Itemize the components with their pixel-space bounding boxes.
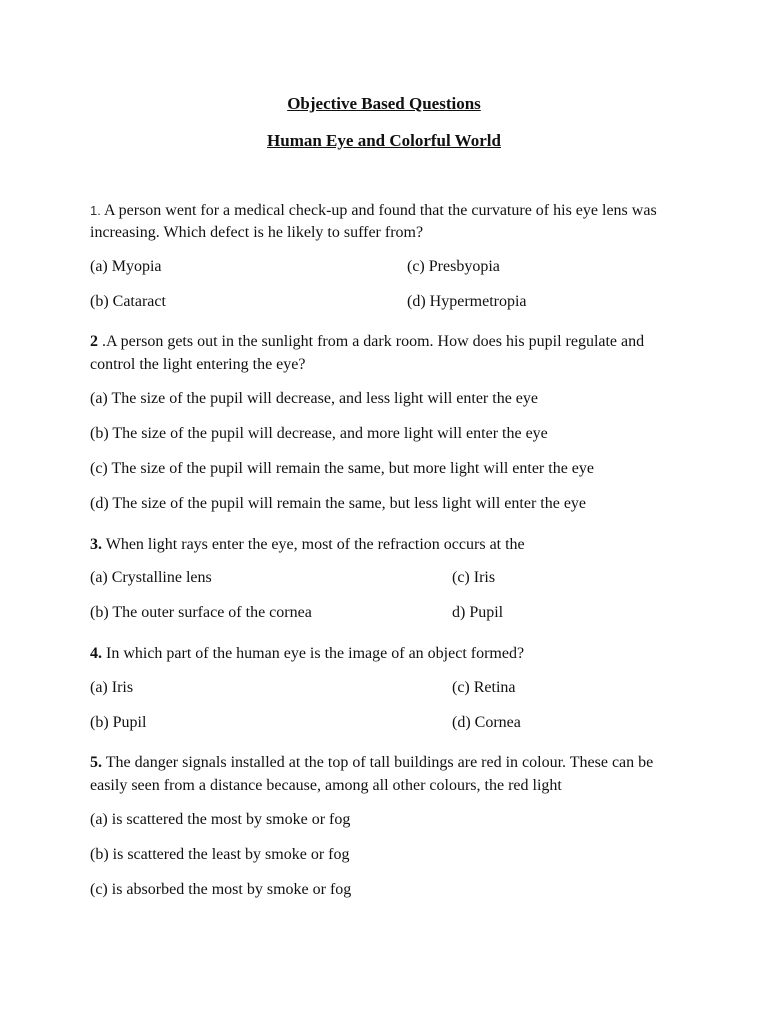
question-4-option-d: (d) Cornea xyxy=(452,714,521,731)
question-5-line-2: easily seen from a distance because, among all other colours, the red light xyxy=(90,777,562,794)
question-3-number: 3. xyxy=(90,536,102,553)
question-1-option-b: (b) Cataract xyxy=(90,293,166,310)
question-5-number: 5. xyxy=(90,754,102,771)
question-5-text xyxy=(90,751,690,774)
question-4-line-1: In which part of the human eye is the image of an object formed? xyxy=(102,645,525,662)
question-3-option-a: (a) Crystalline lens xyxy=(90,569,212,586)
question-2-line-2: control the light entering the eye? xyxy=(90,356,306,373)
question-3-text xyxy=(90,533,690,556)
question-2-option-b: (b) The size of the pupil will decrease, and more light will enter the eye xyxy=(90,425,548,442)
question-2-option-c: (c) The size of the pupil will remain the same, but more light will enter the eye xyxy=(90,460,594,477)
question-3-option-c: (c) Iris xyxy=(452,569,496,586)
question-2-option-d: (d) The size of the pupil will remain the same, but less light will enter the eye xyxy=(90,495,587,512)
question-1-line-2: increasing. Which defect is he likely to suffer from? xyxy=(90,224,424,241)
question-4-option-c: (c) Retina xyxy=(452,679,516,696)
question-1-option-d: (d) Hypermetropia xyxy=(407,293,527,310)
document-title: Objective Based Questions xyxy=(287,94,481,113)
question-1-option-a: (a) Myopia xyxy=(90,258,162,275)
question-2-text xyxy=(90,330,690,353)
question-5-option-b: (b) is scattered the least by smoke or fog xyxy=(90,846,350,863)
question-4-text xyxy=(90,642,690,665)
question-1-line-1: A person went for a medical check-up and found that the curvature of his eye lens was xyxy=(103,202,657,219)
question-5-option-a: (a) is scattered the most by smoke or fog xyxy=(90,811,351,828)
question-4-option-b: (b) Pupil xyxy=(90,714,147,731)
question-2-option-a: (a) The size of the pupil will decrease, and less light will enter the eye xyxy=(90,390,538,407)
question-1-option-c: (c) Presbyopia xyxy=(407,258,500,275)
question-3-line-1: When light rays enter the eye, most of the refraction occurs at the xyxy=(102,536,525,553)
question-3-option-b: (b) The outer surface of the cornea xyxy=(90,604,312,621)
question-2-line-1: .A person gets out in the sunlight from a dark room. How does his pupil regulate and xyxy=(98,333,645,350)
question-5-line-1: The danger signals installed at the top of tall buildings are red in colour. These can be xyxy=(102,754,654,771)
question-1-number: 1. xyxy=(90,203,101,218)
document-subtitle: Human Eye and Colorful World xyxy=(267,131,501,150)
question-3-option-d: d) Pupil xyxy=(452,604,504,621)
question-4-number: 4. xyxy=(90,645,102,662)
question-5-option-c: (c) is absorbed the most by smoke or fog xyxy=(90,881,352,898)
question-1-text xyxy=(90,199,690,222)
question-4-option-a: (a) Iris xyxy=(90,679,134,696)
question-2-number: 2 xyxy=(90,333,98,350)
